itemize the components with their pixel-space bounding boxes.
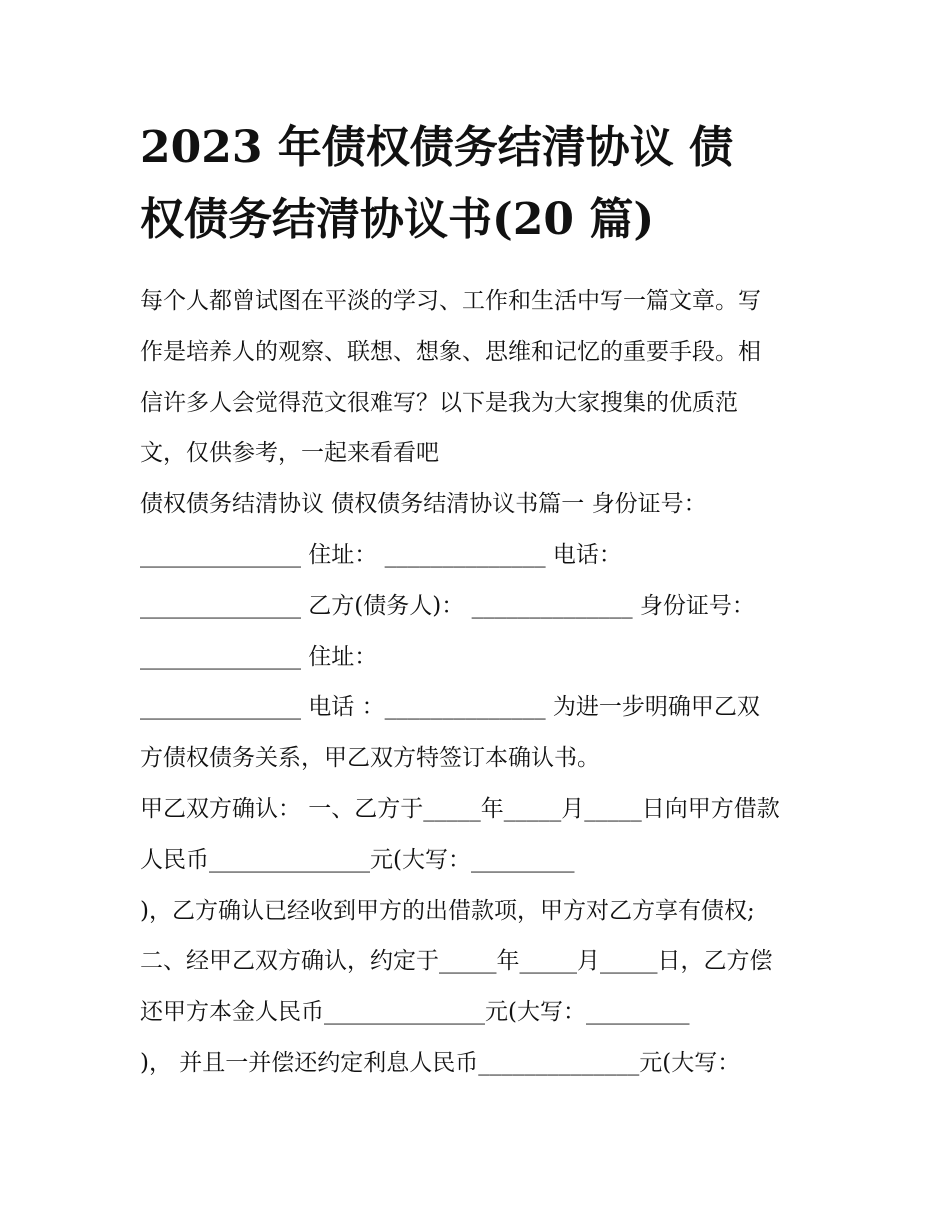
title-line-2: 权债务结清协议书(20 篇)	[140, 194, 655, 245]
form-line: ______________ 住址：	[140, 644, 378, 670]
body-line: 还甲方本金人民币______________元(大写：_________	[140, 999, 690, 1025]
body-line: 债权债务结清协议 债权债务结清协议书篇一 身份证号：	[140, 491, 707, 517]
body-line: 方债权债务关系，甲乙双方特签订本确认书。	[140, 745, 600, 771]
form-line: ______________ 乙方(债务人)： ______________ 身份证号：	[140, 593, 755, 619]
body-line: 甲乙双方确认： 一、乙方于_____年_____月_____日向甲方借款	[140, 796, 780, 822]
body-line: 人民币______________元(大写：_________	[140, 847, 575, 873]
form-line: ______________ 电话 ：______________ 为进一步明确甲乙双	[140, 694, 760, 720]
form-line: ______________ 住址： ______________ 电话：	[140, 542, 622, 568]
body-line: )，乙方确认已经收到甲方的出借款项，甲方对乙方享有债权;	[140, 898, 755, 924]
title-line-1: 2023 年债权债务结清协议 债	[140, 122, 734, 173]
body-line: 文，仅供参考，一起来看看吧	[140, 440, 439, 466]
body-line: 信许多人会觉得范文很难写？以下是我为大家搜集的优质范	[140, 390, 738, 416]
body-line: )， 并且一并偿还约定利息人民币______________元(大写：	[140, 1050, 741, 1076]
body-line: 每个人都曾试图在平淡的学习、工作和生活中写一篇文章。写	[140, 288, 761, 314]
body-line: 作是培养人的观察、联想、想象、思维和记忆的重要手段。相	[140, 339, 761, 365]
document-title	[140, 112, 830, 256]
body-line: 二、经甲乙双方确认，约定于_____年_____月_____日，乙方偿	[140, 948, 773, 974]
